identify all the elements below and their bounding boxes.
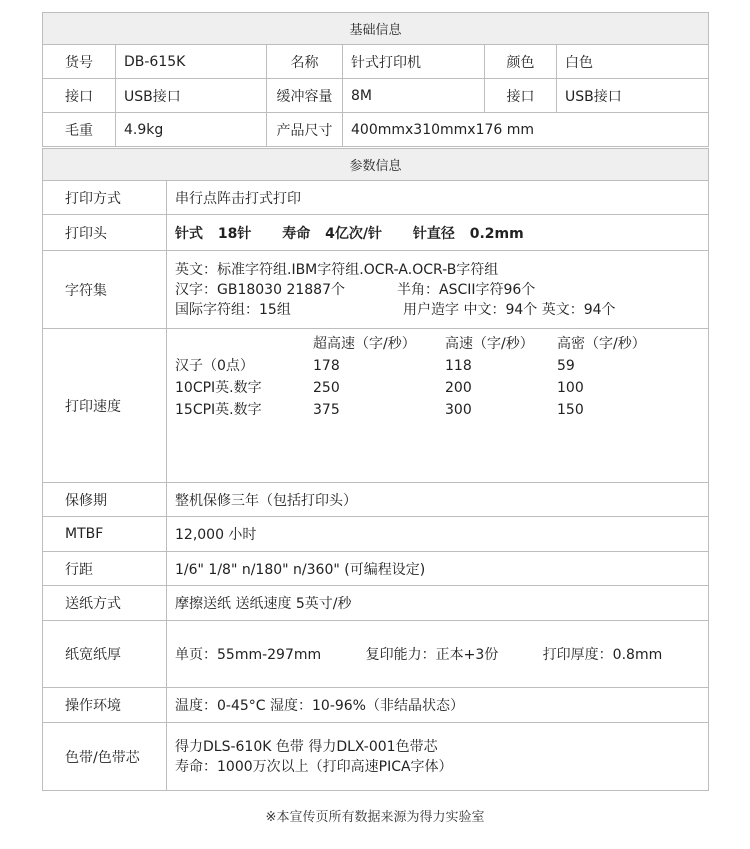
paper-width: 单页：55mm-297mm xyxy=(175,647,322,663)
interface-label-2: 接口 xyxy=(485,79,557,113)
warranty-value: 整机保修三年（包括打印头） xyxy=(167,483,709,517)
print-head-label: 打印头 xyxy=(43,215,167,251)
item-number-value: DB-615K xyxy=(116,45,267,79)
print-head-pins: 18针 xyxy=(217,225,252,242)
print-head-diameter-value: 0.2mm xyxy=(469,225,524,242)
item-number-label: 货号 xyxy=(43,45,116,79)
interface-value: USB接口 xyxy=(116,79,267,113)
speed-row-1-high: 118 xyxy=(445,358,472,374)
print-head-life-label: 寿命 xyxy=(282,225,311,242)
buffer-value: 8M xyxy=(343,79,485,113)
basic-info-header-row xyxy=(43,13,709,45)
speed-row-3-name: 15CPI英.数字 xyxy=(175,402,262,418)
mtbf-label: MTBF xyxy=(43,517,167,552)
param-info-table xyxy=(42,148,709,791)
line-spacing-value: 1/6" 1/8" n/180" n/360" (可编程设定) xyxy=(167,552,709,586)
environment-label: 操作环境 xyxy=(43,688,167,723)
charset-intl: 国际字符组：15组 xyxy=(175,301,291,318)
print-head-type: 针式 xyxy=(175,225,203,242)
basic-row-3 xyxy=(43,113,709,147)
paper-value xyxy=(167,621,709,688)
environment-value: 温度：0-45°C 湿度：10-96%（非结晶状态） xyxy=(167,688,709,723)
line-spacing-row xyxy=(43,552,709,586)
basic-row-1 xyxy=(43,45,709,79)
charset-hanzi: 汉字：GB18030 21887个 xyxy=(175,281,345,298)
print-method-row xyxy=(43,181,709,215)
paper-row xyxy=(43,621,709,688)
speed-header-ultra: 超高速（字/秒） xyxy=(313,336,416,352)
name-label: 名称 xyxy=(267,45,343,79)
paper-thickness: 打印厚度：0.8mm xyxy=(542,647,663,663)
weight-value: 4.9kg xyxy=(116,113,267,147)
speed-value xyxy=(167,329,709,483)
speed-row-3-dense: 150 xyxy=(557,402,584,418)
basic-info-header: 基础信息 xyxy=(43,13,709,45)
print-method-label: 打印方式 xyxy=(43,181,167,215)
name-value: 针式打印机 xyxy=(343,45,485,79)
speed-row xyxy=(43,329,709,483)
paper-feed-row xyxy=(43,586,709,621)
speed-header-blank xyxy=(175,333,313,355)
environment-row xyxy=(43,688,709,723)
charset-halfwidth: 半角：ASCII字符96个 xyxy=(397,281,536,298)
speed-row-3-high: 300 xyxy=(445,402,472,418)
speed-row-2-ultra: 250 xyxy=(313,380,340,396)
paper-copies: 复印能力：正本+3份 xyxy=(365,647,499,663)
charset-label: 字符集 xyxy=(43,251,167,329)
mtbf-value: 12,000 小时 xyxy=(167,517,709,552)
ribbon-value xyxy=(167,723,709,791)
speed-label: 打印速度 xyxy=(43,329,167,483)
charset-value xyxy=(167,251,709,329)
paper-label: 纸宽纸厚 xyxy=(43,621,167,688)
speed-row-1-ultra: 178 xyxy=(313,358,340,374)
print-head-diameter-label: 针直径 xyxy=(412,225,455,242)
footnote: ※本宣传页所有数据来源为得力实验室 xyxy=(265,810,485,825)
interface-label: 接口 xyxy=(43,79,116,113)
size-label: 产品尺寸 xyxy=(267,113,343,147)
paper-feed-value: 摩擦送纸 送纸速度 5英寸/秒 xyxy=(167,586,709,621)
param-info-header-row xyxy=(43,149,709,181)
speed-grid xyxy=(175,333,708,421)
print-method-value: 串行点阵击打式打印 xyxy=(167,181,709,215)
color-label: 颜色 xyxy=(485,45,557,79)
speed-row-3-ultra: 375 xyxy=(313,402,340,418)
speed-header-high: 高速（字/秒） xyxy=(445,336,534,352)
paper-feed-label: 送纸方式 xyxy=(43,586,167,621)
weight-label: 毛重 xyxy=(43,113,116,147)
charset-line-3 xyxy=(175,300,708,320)
warranty-row xyxy=(43,483,709,517)
charset-line-2 xyxy=(175,280,708,300)
ribbon-line-1: 得力DLS-610K 色带 得力DLX-001色带芯 xyxy=(175,738,438,755)
warranty-label: 保修期 xyxy=(43,483,167,517)
charset-row xyxy=(43,251,709,329)
print-head-row xyxy=(43,215,709,251)
basic-row-2 xyxy=(43,79,709,113)
print-head-value xyxy=(167,215,709,251)
speed-header-dense: 高密（字/秒） xyxy=(557,336,646,352)
param-info-header: 参数信息 xyxy=(43,149,709,181)
ribbon-line-2: 寿命：1000万次以上（打印高速PICA字体） xyxy=(175,758,453,775)
print-head-life-value: 4亿次/针 xyxy=(325,225,382,242)
color-value: 白色 xyxy=(557,45,709,79)
size-value: 400mmx310mmx176 mm xyxy=(343,113,709,147)
ribbon-row xyxy=(43,723,709,791)
speed-row-1-dense: 59 xyxy=(557,358,575,374)
speed-row-2-name: 10CPI英.数字 xyxy=(175,380,262,396)
line-spacing-label: 行距 xyxy=(43,552,167,586)
speed-row-1-name: 汉子（0点） xyxy=(175,358,254,374)
speed-row-2-dense: 100 xyxy=(557,380,584,396)
speed-row-2-high: 200 xyxy=(445,380,472,396)
ribbon-label: 色带/色带芯 xyxy=(43,723,167,791)
basic-info-table xyxy=(42,12,709,147)
charset-user: 用户造字 中文：94个 英文：94个 xyxy=(403,301,616,318)
charset-line-1: 英文：标准字符组.IBM字符组.OCR-A.OCR-B字符组 xyxy=(175,261,499,278)
mtbf-row xyxy=(43,517,709,552)
buffer-label: 缓冲容量 xyxy=(267,79,343,113)
interface-value-2: USB接口 xyxy=(557,79,709,113)
